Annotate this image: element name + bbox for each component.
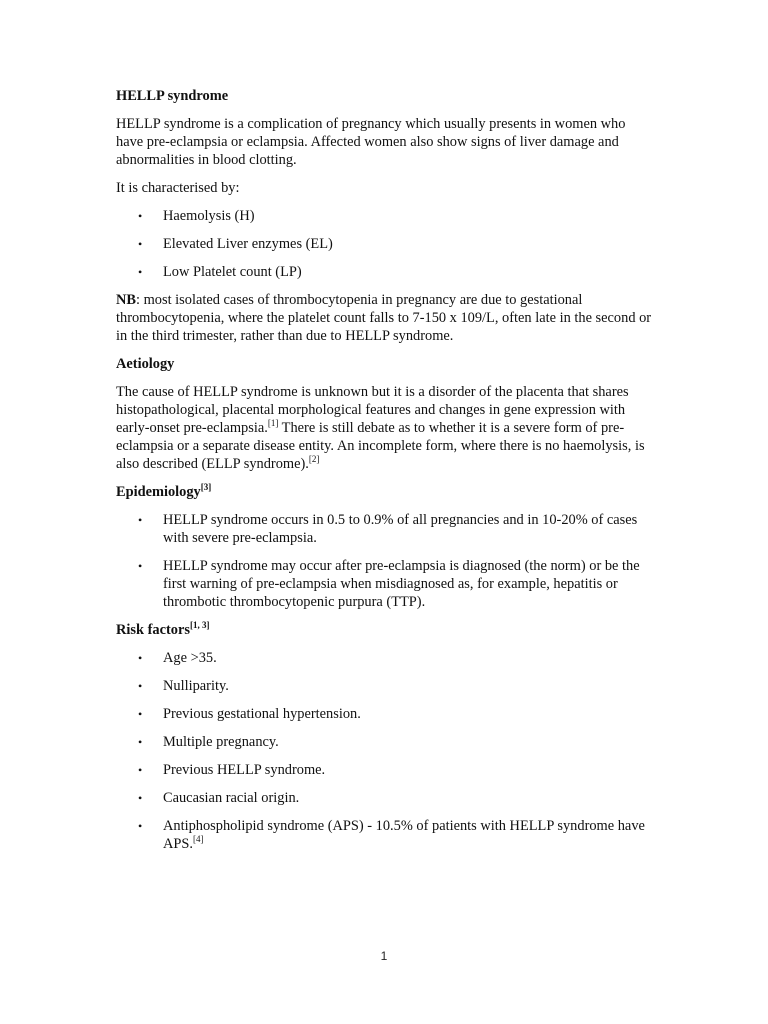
list-item: • Age >35.: [116, 649, 656, 667]
list-item: • Caucasian racial origin.: [116, 789, 656, 807]
list-item: [116, 817, 656, 853]
characteristics-list: [116, 207, 656, 281]
list-item: • Previous gestational hypertension.: [116, 705, 656, 723]
reference-marker: [1]: [267, 418, 279, 429]
reference-marker: [3]: [200, 482, 212, 493]
aetiology-paragraph: [116, 383, 656, 473]
epidemiology-heading-text: Epidemiology: [116, 484, 201, 500]
list-item: • Nulliparity.: [116, 677, 656, 695]
nb-paragraph: [116, 291, 656, 345]
intro-paragraph: HELLP syndrome is a complication of pregnancy which usually presents in women who have pre-eclampsia or eclampsia. Affected women also show signs of liver damage and abnormalities in blood clotting.: [116, 116, 626, 168]
reference-marker: [1, 3]: [189, 620, 210, 631]
risk-factors-heading: [116, 621, 656, 639]
page-number: 1: [380, 949, 388, 963]
document-title: HELLP syndrome: [116, 88, 229, 104]
list-item: • Haemolysis (H): [116, 207, 656, 225]
epidemiology-heading: [116, 483, 656, 501]
list-item: • Elevated Liver enzymes (EL): [116, 235, 656, 253]
nb-label: NB: [116, 292, 136, 308]
list-item: • Low Platelet count (LP): [116, 263, 656, 281]
characterised-by-text: It is characterised by:: [116, 180, 240, 196]
list-item: • HELLP syndrome may occur after pre-eclampsia is diagnosed (the norm) or be the first warning of pre-eclampsia when misdiagnosed as, for example, hepatitis or thrombotic thrombocytopenic purpura (TTP).: [116, 557, 656, 611]
list-item: • Multiple pregnancy.: [116, 733, 656, 751]
epidemiology-list: [116, 511, 656, 611]
reference-marker: [4]: [193, 834, 204, 845]
aetiology-heading: Aetiology: [116, 356, 175, 372]
document-page: [116, 87, 656, 863]
list-item: • Previous HELLP syndrome.: [116, 761, 656, 779]
aps-text: Antiphospholipid syndrome (APS) - 10.5% of patients with HELLP syndrome have APS.: [163, 818, 645, 852]
nb-text: : most isolated cases of thrombocytopenia in pregnancy are due to gestational thrombocytopenia, where the platelet count falls to 7-150 x 109/L, often late in the second or in the third trimester, rather than due to HELLP syndrome.: [116, 292, 652, 344]
risk-factors-heading-text: Risk factors: [116, 622, 190, 638]
list-item: • HELLP syndrome occurs in 0.5 to 0.9% of all pregnancies and in 10-20% of cases with severe pre-eclampsia.: [116, 511, 656, 547]
aetiology-text-1: The cause of HELLP syndrome is unknown but it is a disorder of the placenta that shares histopathological, placental morphological features and changes in gene expression with early-onset pre-eclampsia.: [116, 384, 629, 436]
reference-marker: [2]: [308, 454, 320, 465]
aetiology-text-2: There is still debate as to whether it is a severe form of pre-eclampsia or a separate disease entity. An incomplete form, where there is no haemolysis, is also described (ELLP syndrome).: [116, 420, 645, 472]
risk-factors-list: [116, 649, 656, 853]
